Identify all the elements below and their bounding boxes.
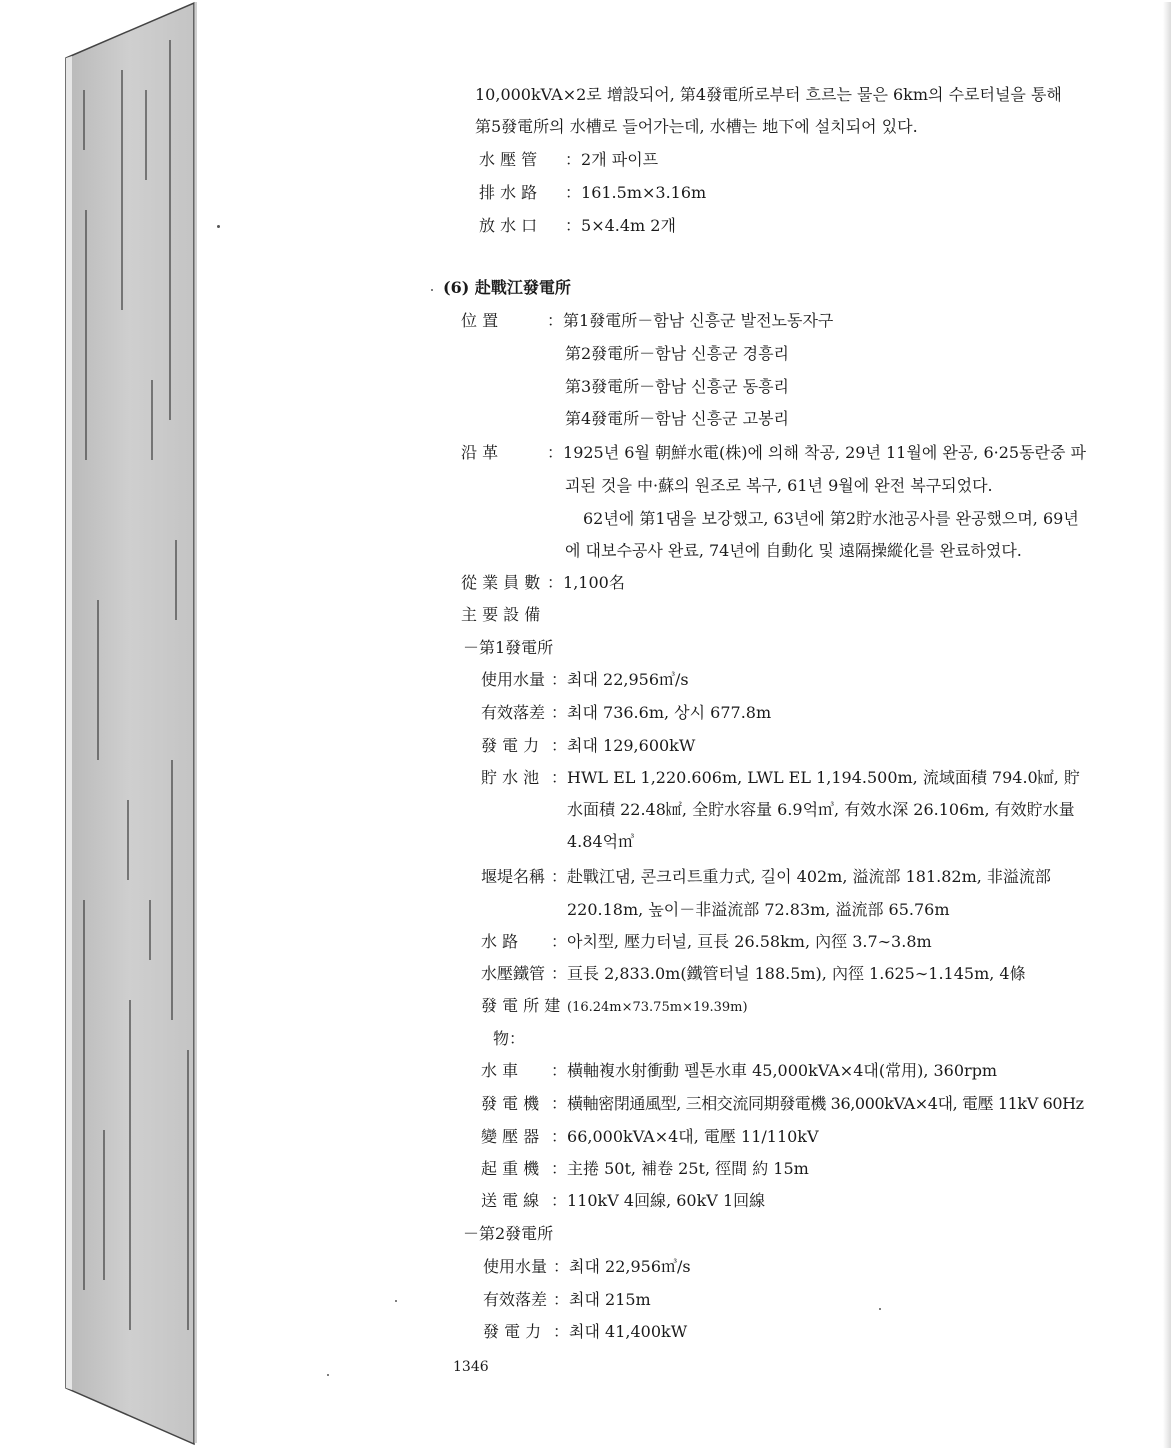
plant2-water-usage — [483, 1256, 691, 1278]
colon: ： — [547, 573, 564, 592]
item-value: HWL EL 1,220.606m, LWL EL 1,194.500m, 流域面積 794.0㎢, 貯 — [567, 768, 1080, 787]
page-number: 1346 — [453, 1359, 489, 1375]
colon: ： — [565, 216, 582, 235]
item-label: 有效落差 — [481, 703, 546, 722]
building-label: 發 電 所 建 — [481, 996, 561, 1015]
item-label: 放 水 口 — [479, 216, 538, 235]
section-title: 赴戰江發電所 — [474, 278, 571, 297]
employees-label: 從 業 員 數 — [461, 573, 541, 592]
colon: ： — [547, 443, 564, 462]
item-label: 水 車 — [481, 1061, 519, 1080]
item-value: 亘長 2,833.0m(鐵管터널 188.5m), 內徑 1.625∼1.145m, 4條 — [567, 964, 1026, 983]
scan-speck — [217, 225, 220, 228]
colon: ： — [553, 1257, 570, 1276]
item-label: 堰堤名稱 — [481, 867, 546, 886]
plant5-item-penstock — [479, 149, 658, 171]
document-page — [194, 2, 1171, 1443]
plant1-head — [481, 702, 771, 724]
colon: ： — [551, 964, 568, 983]
history-line-4: 에 대보수공사 완료, 74년에 自動化 및 遠隔操縱化를 완료하였다. — [565, 541, 1022, 560]
item-label: 變 壓 器 — [481, 1127, 540, 1146]
intro-line-1: 10,000kVA×2로 增設되어, 第4發電所로부터 흐르는 물은 6km의 수로터널을 통해 — [475, 85, 1062, 104]
colon: ： — [553, 1322, 570, 1341]
item-label: 送 電 線 — [481, 1191, 540, 1210]
item-label: 水 壓 管 — [479, 150, 538, 169]
colon: ： — [565, 150, 582, 169]
scan-speck — [395, 1300, 397, 1302]
employees-row — [461, 572, 625, 594]
location-line-1: 第1發電所－함남 신흥군 발전노동자구 — [563, 311, 834, 330]
equipment-label: 主 要 設 備 — [461, 605, 541, 624]
intro-line-2: 第5發電所의 水槽로 들어가는데, 水槽는 地下에 설치되어 있다. — [475, 117, 918, 136]
colon: ： — [551, 1061, 568, 1080]
colon: ： — [551, 1191, 568, 1210]
plant1-waterway — [481, 931, 932, 953]
plant1-building — [481, 995, 748, 1019]
item-value: 아치型, 壓力터널, 亘長 26.58km, 內徑 3.7∼3.8m — [567, 932, 932, 951]
section-heading — [443, 277, 571, 299]
plant1-transformer — [481, 1126, 819, 1148]
page-edge-shadow — [1163, 2, 1171, 1448]
colon: ： — [551, 703, 568, 722]
scan-speck — [431, 289, 433, 291]
colon: ： — [551, 1159, 568, 1178]
item-label: 起 重 機 — [481, 1159, 540, 1178]
colon: ： — [551, 1127, 568, 1146]
history-row — [461, 442, 1086, 464]
item-label: 水壓鐵管 — [481, 964, 546, 983]
colon: ： — [547, 311, 564, 330]
location-row — [461, 310, 833, 332]
item-label: 排 水 路 — [479, 183, 538, 202]
history-line-3: 62년에 第1댐을 보강했고, 63년에 第2貯水池공사를 완공했으며, 69년 — [583, 509, 1079, 528]
item-label: 水 路 — [481, 932, 519, 951]
plant1-transmission — [481, 1190, 765, 1212]
location-line-2: 第2發電所－함남 신흥군 경흥리 — [565, 344, 789, 363]
plant1-dam — [481, 866, 1051, 888]
plant1-generator — [481, 1093, 1084, 1115]
item-value: 橫軸密閉通風型, 三相交流同期發電機 36,000kVA×4대, 電壓 11kV 60Hz — [567, 1094, 1084, 1113]
building-value: (16.24m×73.75m×19.39m) — [567, 1000, 748, 1015]
plant1-reservoir-line-2: 水面積 22.48㎢, 全貯水容量 6.9억㎥, 有效水深 26.106m, 有效貯水量 — [567, 800, 1075, 819]
item-label: 發 電 力 — [481, 736, 540, 755]
item-value: 110kV 4回線, 60kV 1回線 — [567, 1191, 766, 1210]
item-value: 최대 41,400kW — [569, 1322, 688, 1341]
colon: ： — [553, 1290, 570, 1309]
item-value: 橫軸複水射衝動 펠톤水車 45,000kVA×4대(常用), 360rpm — [567, 1061, 998, 1080]
colon: ： — [551, 867, 568, 886]
plant1-power — [481, 735, 695, 757]
item-label: 發 電 力 — [483, 1322, 542, 1341]
employees-value: 1,100名 — [563, 573, 625, 592]
book-spine-illustration — [0, 0, 196, 1446]
colon: ： — [551, 932, 568, 951]
item-value: 최대 22,956㎥/s — [567, 670, 689, 689]
plant1-crane — [481, 1158, 809, 1180]
item-label: 使用水量 — [483, 1257, 548, 1276]
colon: ： — [551, 670, 568, 689]
history-line-1: 1925년 6월 朝鮮水電(株)에 의해 착공, 29년 11월에 완공, 6·25동란중 파 — [563, 443, 1086, 462]
plant1-turbine — [481, 1060, 997, 1082]
item-value: 5×4.4m 2개 — [581, 216, 676, 235]
history-label: 沿 革 — [461, 443, 499, 462]
scan-speck — [879, 1308, 881, 1310]
colon: ： — [551, 1094, 568, 1113]
item-value: 최대 736.6m, 상시 677.8m — [567, 703, 772, 722]
plant1-water-usage — [481, 669, 689, 691]
item-label: 有效落差 — [483, 1290, 548, 1309]
plant1-penstock — [481, 963, 1026, 985]
item-label: 使用水量 — [481, 670, 546, 689]
item-value: 2개 파이프 — [581, 150, 659, 169]
scan-speck — [327, 1374, 329, 1376]
plant2-head — [483, 1289, 651, 1311]
plant1-reservoir — [481, 767, 1080, 789]
plant1-dam-line-2: 220.18m, 높이－非溢流部 72.83m, 溢流部 65.76m — [567, 900, 950, 919]
colon: ： — [565, 183, 582, 202]
item-value: 최대 22,956㎥/s — [569, 1257, 691, 1276]
colon: ： — [551, 736, 568, 755]
plant5-item-drain — [479, 182, 706, 204]
location-line-4: 第4發電所－함남 신흥군 고봉리 — [565, 409, 789, 428]
location-line-3: 第3發電所－함남 신흥군 동흥리 — [565, 377, 789, 396]
item-value: 赴戰江댐, 콘크리트重力式, 길이 402m, 溢流部 181.82m, 非溢流部 — [567, 867, 1051, 886]
item-value: 66,000kVA×4대, 電壓 11/110kV — [567, 1127, 819, 1146]
location-label: 位 置 — [461, 311, 499, 330]
section-number: (6) — [443, 278, 470, 297]
item-label: 發 電 機 — [481, 1094, 540, 1113]
plant2-power — [483, 1321, 687, 1343]
colon: ： — [551, 768, 568, 787]
history-line-2: 괴된 것을 中·蘇의 원조로 복구, 61년 9월에 완전 복구되었다. — [565, 476, 993, 495]
item-value: 최대 129,600kW — [567, 736, 696, 755]
item-value: 161.5m×3.16m — [581, 183, 707, 202]
plant2-heading: －第2發電所 — [463, 1224, 554, 1243]
item-value: 主捲 50t, 補卷 25t, 徑間 約 15m — [567, 1159, 809, 1178]
item-label: 貯 水 池 — [481, 768, 540, 787]
plant1-heading: －第1發電所 — [463, 638, 554, 657]
item-value: 최대 215m — [569, 1290, 651, 1309]
plant1-building-label-2: 物： — [493, 1029, 526, 1048]
plant5-item-outlet — [479, 215, 676, 237]
plant1-reservoir-line-3: 4.84억㎥ — [567, 832, 635, 851]
